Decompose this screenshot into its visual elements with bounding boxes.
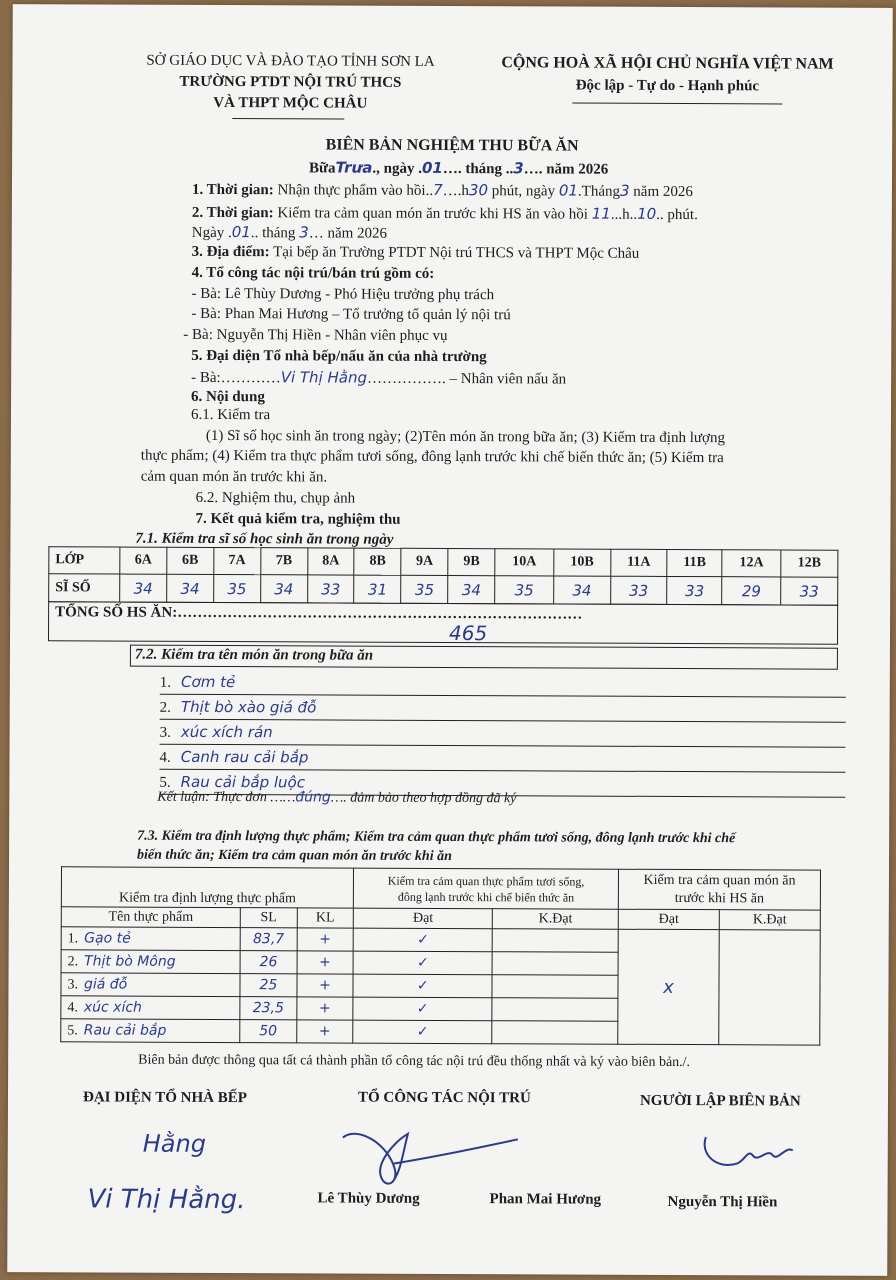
section-6-para-3: cảm quan món ăn trước khi ăn. bbox=[140, 468, 328, 486]
section-6-1: 6.1. Kiểm tra bbox=[190, 406, 271, 424]
team-member-name-2: Phan Mai Hương bbox=[489, 1191, 602, 1208]
food-kl-cell: + bbox=[297, 974, 354, 997]
member-1: - Bà: Lê Thùy Dương - Phó Hiệu trưởng phụ trách bbox=[191, 285, 495, 304]
food-kl-cell: + bbox=[296, 1020, 353, 1043]
document-title: BIÊN BẢN NGHIỆM THU BỮA ĂN bbox=[325, 136, 579, 155]
team-member-name-1: Lê Thùy Dương bbox=[317, 1190, 420, 1207]
class-name-cell: 6A bbox=[120, 547, 167, 574]
class-count-cell: 35 bbox=[401, 575, 448, 603]
food-kdat-cell bbox=[492, 952, 618, 976]
meal-handwritten: Trưa bbox=[335, 158, 373, 177]
member-3: - Bà: Nguyễn Thị Hiền - Nhân viên phục vụ bbox=[183, 326, 448, 344]
team-title: TỔ CÔNG TÁC NỘI TRÚ bbox=[357, 1089, 531, 1107]
food-dat-cell: ✓ bbox=[353, 974, 492, 998]
section-6-title: 6. Nội dung bbox=[191, 388, 265, 406]
national-motto: Độc lập - Tự do - Hạnh phúc bbox=[575, 77, 760, 95]
col-sl: SL bbox=[240, 908, 297, 928]
dish-name: Thịt bò xào giá đỗ bbox=[180, 697, 317, 717]
dish-item bbox=[160, 698, 317, 718]
food-name: xúc xích bbox=[83, 998, 142, 1016]
dish-name: Rau cải bắp luộc bbox=[180, 772, 306, 792]
class-count-cell: 31 bbox=[354, 575, 401, 603]
section-1: 1. Thời gian: Nhận thực phẩm vào hồi..7….h30 phút, ngày 01.Tháng3 năm 2026 bbox=[191, 180, 693, 201]
dish-number: 2. bbox=[159, 699, 171, 716]
sense-kdat-cell bbox=[719, 930, 821, 1045]
class-name-cell: 12B bbox=[781, 550, 838, 577]
food-name: giá đỗ bbox=[83, 975, 128, 993]
food-number: 1. bbox=[67, 930, 79, 946]
food-sl-cell: 83,7 bbox=[240, 928, 297, 951]
food-number: 3. bbox=[67, 976, 79, 992]
sense-header: Kiểm tra cảm quan món ăn trước khi HS ăn bbox=[618, 869, 820, 910]
menu-conclusion: Kết luận: Thực đơn ……đúng…. đảm bảo theo hợp đồng đã ký bbox=[157, 789, 517, 807]
class-count-cell: 35 bbox=[213, 574, 260, 602]
class-count-cell: 34 bbox=[260, 575, 307, 603]
food-dat-cell: ✓ bbox=[353, 1020, 492, 1044]
section-7-2-box bbox=[130, 645, 838, 670]
food-name: Gạo tẻ bbox=[84, 929, 131, 947]
department-name: SỞ GIÁO DỤC VÀ ĐÀO TẠO TỈNH SƠN LA bbox=[146, 52, 435, 70]
section-2: 2. Thời gian: Kiểm tra cảm quan món ăn trước khi HS ăn vào hồi 11...h..10.. phút. bbox=[191, 204, 698, 224]
dish-number: 1. bbox=[159, 674, 172, 691]
school-name-line1: TRƯỜNG PTDT NỘI TRÚ THCS bbox=[179, 73, 402, 91]
food-kdat-cell bbox=[492, 1021, 618, 1045]
class-name-cell: 10A bbox=[495, 549, 554, 576]
author-title: NGƯỜI LẬP BIÊN BẢN bbox=[639, 1092, 801, 1110]
col-dat-2: Đạt bbox=[618, 909, 719, 929]
section-4-title: 4. Tổ công tác nội trú/bán trú gồm có: bbox=[191, 264, 435, 282]
food-kl-cell: + bbox=[297, 951, 354, 974]
team-signature bbox=[333, 1123, 523, 1194]
col-kdat: K.Đạt bbox=[493, 909, 619, 930]
food-kdat-cell bbox=[493, 929, 619, 953]
food-dat-cell: ✓ bbox=[353, 928, 492, 952]
class-count-cell: 33 bbox=[307, 575, 354, 603]
closing-statement: Biên bản được thông qua tất cả thành phần tổ công tác nội trú đều thống nhất và ký vào biên bản./. bbox=[138, 1052, 691, 1071]
author-signature bbox=[698, 1125, 798, 1175]
dish-name: Canh rau cải bắp bbox=[180, 747, 309, 767]
food-check-table bbox=[60, 866, 821, 1045]
food-kdat-cell bbox=[492, 998, 618, 1022]
dish-name: Cơm tẻ bbox=[181, 672, 236, 692]
national-title: CỘNG HOÀ XÃ HỘI CHỦ NGHĨA VIỆT NAM bbox=[501, 54, 834, 73]
food-name: Thịt bò Mông bbox=[84, 952, 176, 970]
food-row bbox=[61, 927, 820, 953]
kitchen-rep-name: Vi Thị Hằng. bbox=[87, 1184, 246, 1216]
section-6-2: 6.2. Nghiệm thu, chụp ảnh bbox=[195, 489, 356, 507]
food-name-cell bbox=[61, 973, 240, 997]
section-7-title: 7. Kết quả kiểm tra, nghiệm thu bbox=[195, 510, 401, 528]
class-name-cell: 9A bbox=[401, 548, 448, 575]
class-count-cell: 29 bbox=[722, 577, 781, 605]
dish-number: 3. bbox=[159, 724, 171, 741]
section-6-para-2: thực phẩm; (4) Kiểm tra thực phẩm tươi sống, đông lạnh trước khi chế biến thức ăn; (5) Kiểm tra bbox=[140, 447, 724, 467]
section-7-2-title: 7.2. Kiểm tra tên món ăn trong bữa ăn bbox=[134, 646, 374, 664]
dish-underline bbox=[160, 719, 846, 723]
class-header: LỚP bbox=[49, 547, 120, 574]
dish-name: xúc xích rán bbox=[180, 722, 273, 742]
section-2-date: Ngày .01.. tháng 3… năm 2026 bbox=[191, 223, 388, 242]
col-kdat-2: K.Đạt bbox=[719, 910, 820, 930]
class-count-cell: 35 bbox=[495, 576, 554, 604]
class-count-cell: 34 bbox=[448, 575, 495, 603]
food-name-cell bbox=[61, 927, 240, 951]
dish-number: 4. bbox=[159, 749, 171, 766]
class-count-cell: 33 bbox=[781, 577, 838, 605]
dish-underline bbox=[159, 769, 845, 773]
col-dat: Đạt bbox=[353, 908, 492, 929]
food-sl-cell: 25 bbox=[240, 974, 297, 997]
dish-item bbox=[160, 673, 235, 692]
total-students-label: TỔNG SỐ HS ĂN:……………………………………………………………………… bbox=[55, 604, 583, 623]
food-sl-cell: 50 bbox=[240, 1020, 297, 1043]
food-kl-cell: + bbox=[297, 928, 354, 951]
section-6-para-1: (1) Sĩ số học sinh ăn trong ngày; (2)Tên món ăn trong bữa ăn; (3) Kiểm tra định lượng bbox=[205, 427, 726, 447]
author-name: Nguyễn Thị Hiền bbox=[667, 1193, 778, 1211]
dish-underline bbox=[160, 744, 846, 748]
header-right-underline bbox=[572, 103, 782, 105]
kitchen-rep-title: ĐẠI DIỆN TỔ NHÀ BẾP bbox=[82, 1089, 247, 1107]
meal-line: BữaTrưa., ngày .01…. tháng ..3…. năm 2026 bbox=[309, 158, 609, 178]
document-page bbox=[7, 4, 893, 1276]
food-name-cell bbox=[61, 1019, 240, 1043]
class-name-cell: 6B bbox=[167, 547, 214, 574]
fresh-header: Kiểm tra cảm quan thực phẩm tươi sống, đông lạnh trước khi chế biến thức ăn bbox=[354, 868, 619, 909]
class-name-cell: 9B bbox=[448, 548, 495, 575]
kitchen-rep-line: - Bà:…………Vi Thị Hằng……………. – Nhân viên nấu ăn bbox=[191, 368, 567, 388]
section-7-3-title-2: biến thức ăn; Kiểm tra cảm quan món ăn trước khi ăn bbox=[137, 847, 452, 865]
dish-underline bbox=[160, 694, 846, 698]
col-kl: KL bbox=[297, 908, 354, 928]
sense-dat-cell: x bbox=[618, 929, 719, 1044]
class-name-cell: 7B bbox=[260, 548, 307, 575]
food-name-cell bbox=[61, 996, 240, 1020]
class-name-cell: 8A bbox=[307, 548, 354, 575]
class-name-cell: 10B bbox=[554, 549, 611, 576]
class-name-cell: 12A bbox=[722, 550, 781, 577]
food-sl-cell: 23,5 bbox=[240, 997, 297, 1020]
class-name-cell: 8B bbox=[354, 548, 401, 575]
member-2: - Bà: Phan Mai Hương – Tổ trưởng tổ quản lý nội trú bbox=[191, 305, 511, 324]
food-number: 2. bbox=[67, 953, 79, 969]
count-header: SĨ SỐ bbox=[49, 574, 120, 602]
dish-item bbox=[159, 748, 308, 768]
kitchen-signature: Hằng bbox=[142, 1129, 207, 1158]
food-dat-cell: ✓ bbox=[353, 997, 492, 1021]
section-7-3-title-1: 7.3. Kiểm tra định lượng thực phẩm; Kiểm tra cảm quan thực phẩm tươi sống, đông lạnh trước khi chế bbox=[137, 828, 736, 847]
class-count-cell: 34 bbox=[120, 574, 167, 602]
food-kl-cell: + bbox=[297, 997, 354, 1020]
school-name-line2: VÀ THPT MỘC CHÂU bbox=[213, 94, 368, 112]
total-students-box bbox=[48, 601, 838, 644]
class-count-cell: 34 bbox=[553, 576, 610, 604]
food-dat-cell: ✓ bbox=[353, 951, 492, 975]
col-food-name: Tên thực phẩm bbox=[61, 907, 240, 928]
food-kdat-cell bbox=[492, 975, 618, 999]
total-students-value: 465 bbox=[448, 620, 488, 646]
dish-item bbox=[160, 723, 273, 742]
food-sl-cell: 26 bbox=[240, 951, 297, 974]
class-count-cell: 33 bbox=[667, 576, 722, 604]
header-left-underline bbox=[232, 118, 344, 119]
food-name-cell bbox=[61, 950, 240, 974]
food-number: 5. bbox=[67, 1022, 78, 1038]
class-count-cell: 34 bbox=[167, 574, 214, 602]
class-count-table bbox=[48, 546, 838, 605]
section-7-1-title: 7.1. Kiểm tra sĩ số học sinh ăn trong ngày bbox=[135, 530, 394, 548]
section-5-title: 5. Đại diện Tổ nhà bếp/nấu ăn của nhà trường bbox=[191, 347, 487, 366]
dish-number: 5. bbox=[159, 774, 171, 791]
kitchen-rep-handwritten: Vi Thị Hằng bbox=[280, 368, 368, 387]
section-3: 3. Địa điểm: Tại bếp ăn Trường PTDT Nội trú THCS và THPT Mộc Châu bbox=[191, 243, 640, 262]
quant-header: Kiểm tra định lượng thực phẩm bbox=[61, 867, 353, 908]
food-name: Rau cải bắp bbox=[83, 1021, 167, 1039]
class-name-cell: 11B bbox=[667, 549, 722, 576]
food-number: 4. bbox=[67, 999, 78, 1015]
class-name-cell: 11A bbox=[610, 549, 667, 576]
class-name-cell: 7A bbox=[214, 547, 261, 574]
class-count-cell: 33 bbox=[610, 576, 667, 604]
